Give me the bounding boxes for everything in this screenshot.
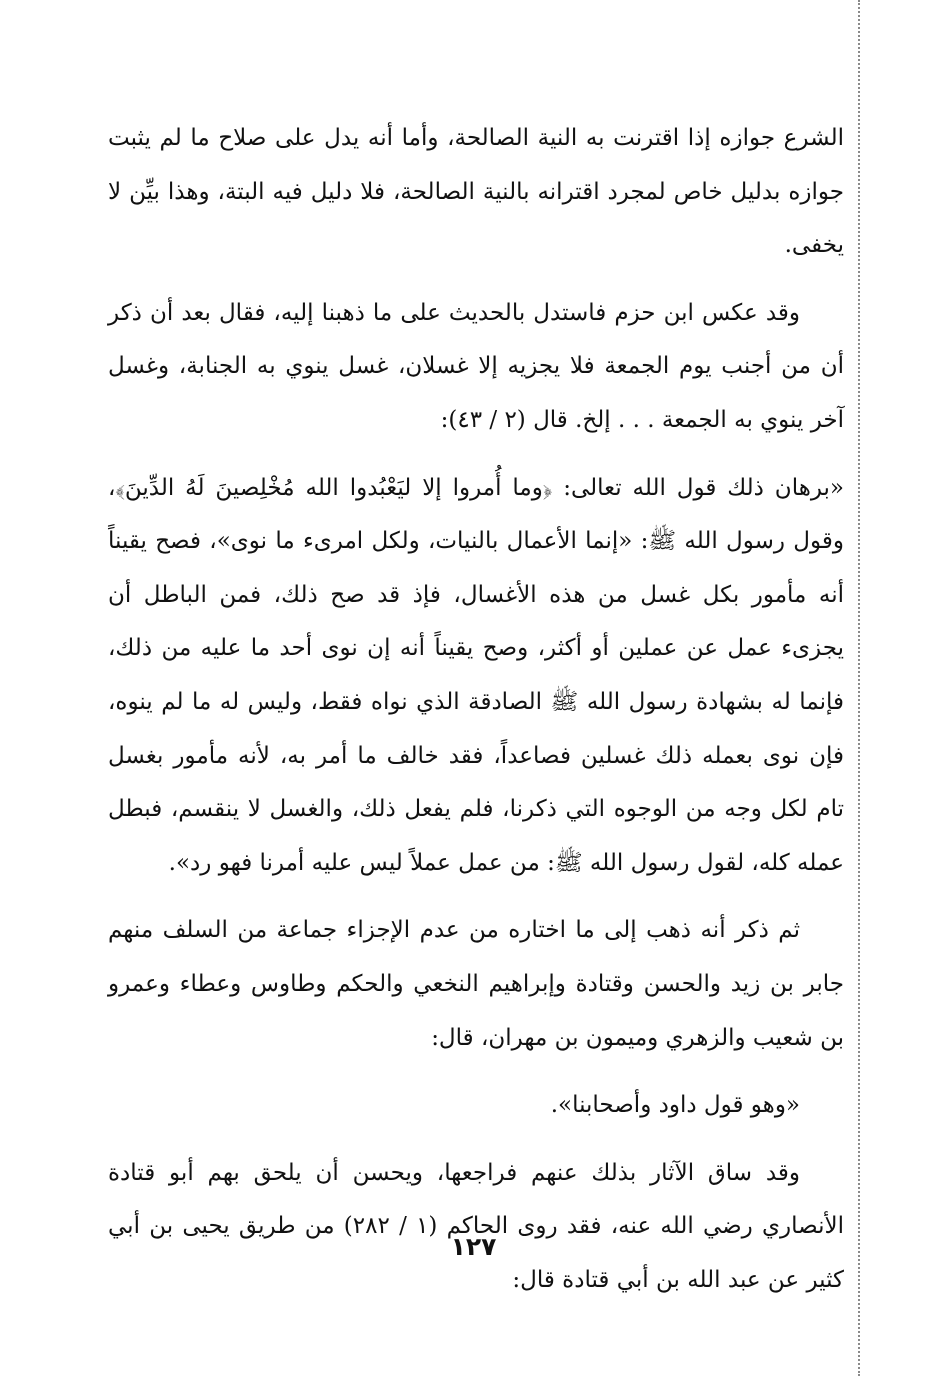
paragraph-dawud-quote: «وهو قول داود وأصحابنا». — [550, 1092, 800, 1119]
paragraph-continuation: الشرع جوازه إذا اقترنت به النية الصالحة، وأما أنه يدل على صلاح ما لم يثبت جوازه بدليل خاص لمجرد اقترانه بالنية الصالحة، فلا دليل فيه البتة، وهذا بيِّن لا يخفى. — [108, 125, 844, 259]
paragraph-abu-qatada: وقد ساق الآثار بذلك عنهم فراجعها، ويحسن أن يلحق بهم أبو قتادة الأنصاري رضي الله عنه، فقد روى الحاكم (١ / ٢٨٢) من طريق يحيى بن أبي كثير عن عبد الله بن أبي قتادة قال: — [108, 1159, 844, 1293]
page-number: ١٢٧ — [450, 1232, 497, 1261]
paragraph-quotation: «برهان ذلك قول الله تعالى: ﴿وما أُمروا إلا ليَعْبُدوا الله مُخْلِصينَ لَهُ الدِّينَ﴾، وقول رسول الله ﷺ: «إنما الأعمال بالنيات، ولكل امرىء ما نوى»، فصح يقيناً أنه مأمور بكل غسل من هذه الأغسال، فإذ قد صح ذلك، فمن الباطل أن يجزىء عمل عن عملين أو أكثر، وصح يقيناً أنه إن نوى أحد ما عليه من ذلك، فإنما له بشهادة رسول الله ﷺ الصادقة الذي نواه فقط، وليس له ما لم ينوه، فإن نوى بعمله ذلك غسلين فصاعداً، فقد خالف ما أمر به، لأنه مأمور بغسل تام لكل وجه من الوجوه التي ذكرنا، فلم يفعل ذلك، والغسل لا ينقسم، فبطل عمله كله، لقول رسول الله ﷺ: من عمل عملاً ليس عليه أمرنا فهو رد». — [108, 474, 844, 876]
paragraph-ibn-hazm-intro: وقد عكس ابن حزم فاستدل بالحديث على ما ذهبنا إليه، فقال بعد أن ذكر أن من أجنب يوم الجمعة فلا يجزيه إلا غسلان، غسل ينوي به الجنابة، وغسل آخر ينوي به الجمعة . . . إلخ. قال (٢ / ٤٣): — [108, 299, 844, 433]
page-body — [108, 112, 844, 1321]
margin-dotted-rule — [858, 0, 860, 1376]
paragraph-salaf: ثم ذكر أنه ذهب إلى ما اختاره من عدم الإجزاء جماعة من السلف منهم جابر بن زيد والحسن وقتادة وإبراهيم النخعي والحكم وطاوس وعطاء وعمرو بن شعيب والزهري وميمون بن مهران، قال: — [108, 917, 844, 1051]
